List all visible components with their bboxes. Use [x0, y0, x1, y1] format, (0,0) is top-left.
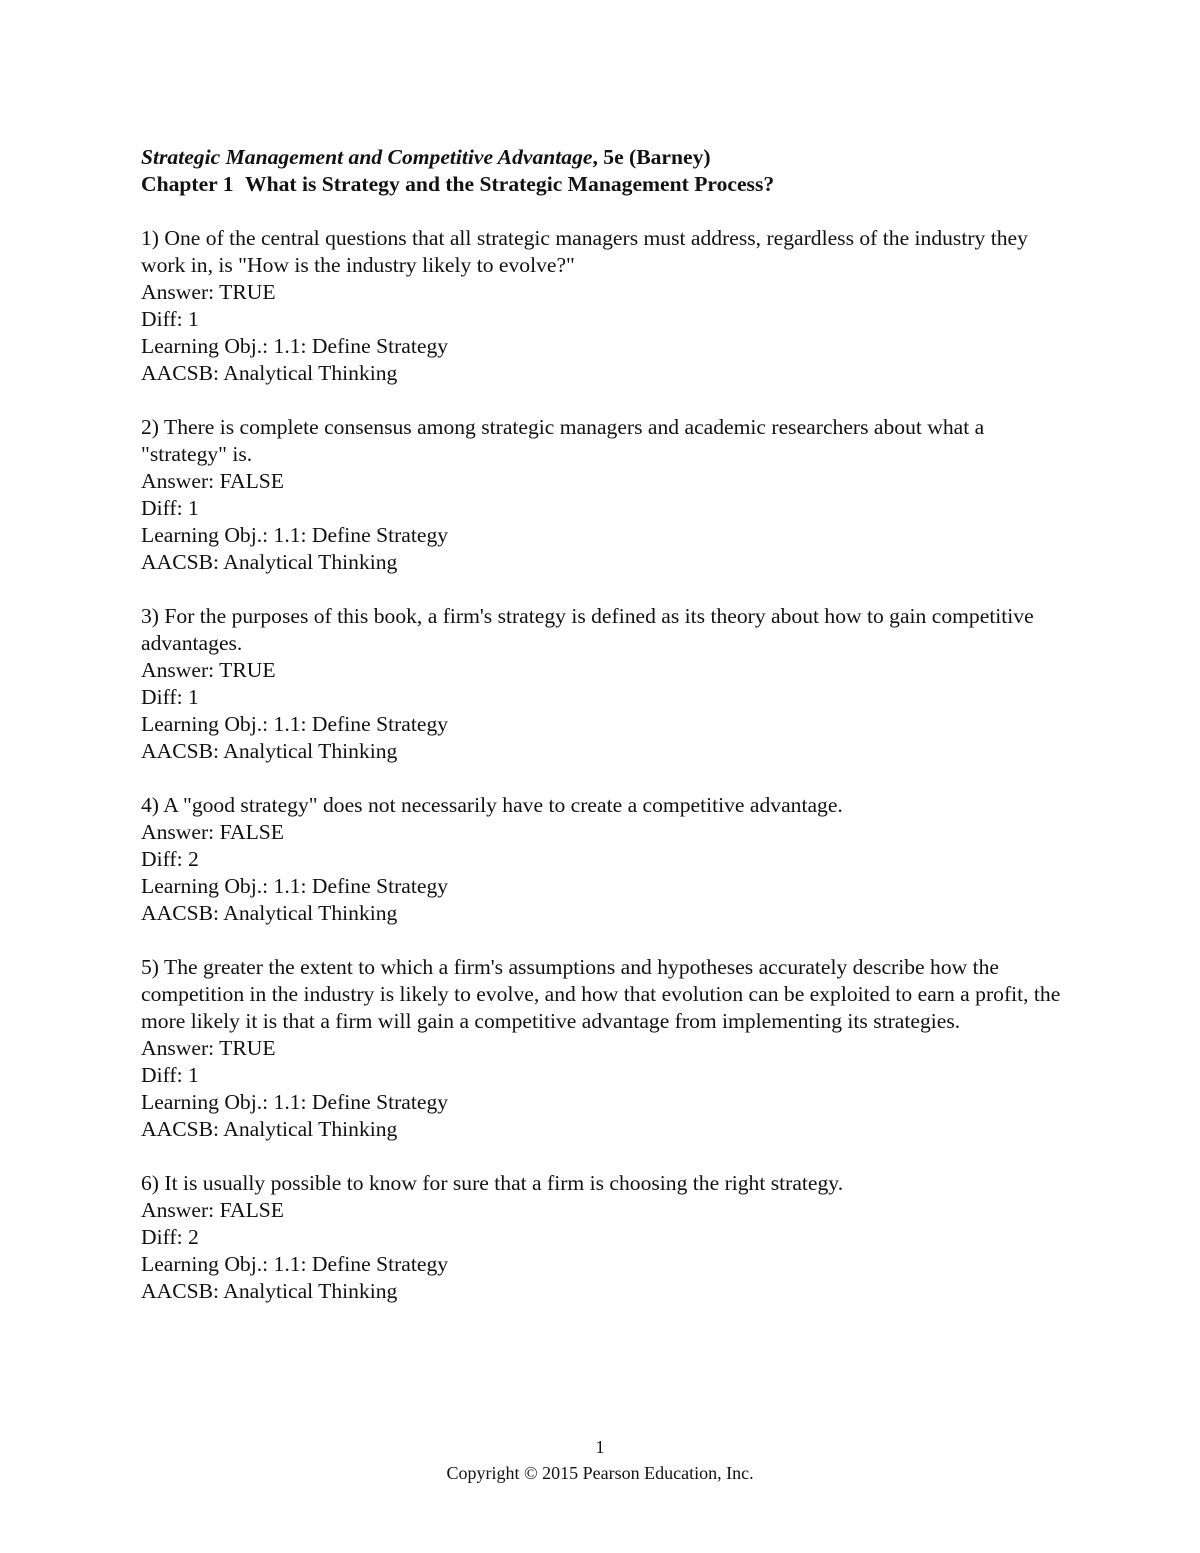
answer-label: Answer: [141, 820, 220, 844]
question-body: A "good strategy" does not necessarily have to create a competitive advantage. [163, 793, 843, 817]
answer-line [141, 468, 1061, 495]
aacsb-label: AACSB: [141, 361, 224, 385]
question-number: 6) [141, 1171, 159, 1195]
aacsb-line [141, 1278, 1061, 1305]
learning-obj-value: 1.1: Define Strategy [273, 1252, 449, 1276]
question-number: 4) [141, 793, 159, 817]
diff-value: 1 [187, 307, 199, 331]
diff-label: Diff: [141, 847, 188, 871]
question-item [141, 225, 1061, 387]
question-item [141, 603, 1061, 765]
diff-line [141, 306, 1061, 333]
page-number: 1 [595, 1437, 605, 1457]
answer-value: FALSE [219, 1198, 284, 1222]
question-text [141, 792, 1061, 819]
learning-obj-line [141, 1251, 1061, 1278]
question-text [141, 954, 1061, 1035]
diff-line [141, 684, 1061, 711]
answer-line [141, 657, 1061, 684]
aacsb-value: Analytical Thinking [223, 550, 398, 574]
aacsb-label: AACSB: [141, 1117, 224, 1141]
learning-obj-value: 1.1: Define Strategy [273, 523, 449, 547]
aacsb-value: Analytical Thinking [223, 1279, 398, 1303]
diff-value: 1 [187, 1063, 199, 1087]
page-content [141, 144, 1061, 1332]
book-title: Strategic Management and Competitive Advantage [141, 145, 593, 169]
answer-label: Answer: [141, 1036, 220, 1060]
aacsb-label: AACSB: [141, 1279, 224, 1303]
question-number: 3) [141, 604, 159, 628]
book-title-line [141, 144, 1061, 171]
copyright-notice: Copyright © 2015 Pearson Education, Inc. [446, 1463, 754, 1483]
diff-line [141, 846, 1061, 873]
answer-line [141, 1035, 1061, 1062]
question-body: The greater the extent to which a firm's assumptions and hypotheses accurately describe how the competition in the industry is likely to evolve, and how that evolution can be exploited to earn a profit, the more likely it is that a firm will gain a competitive advantage from implementing its strategies. [141, 955, 1061, 1033]
diff-line [141, 495, 1061, 522]
diff-label: Diff: [141, 685, 188, 709]
diff-value: 1 [187, 496, 199, 520]
learning-obj-value: 1.1: Define Strategy [273, 712, 449, 736]
learning-obj-line [141, 1089, 1061, 1116]
learning-obj-line [141, 333, 1061, 360]
question-body: It is usually possible to know for sure that a firm is choosing the right strategy. [164, 1171, 844, 1195]
aacsb-value: Analytical Thinking [223, 739, 398, 763]
aacsb-label: AACSB: [141, 550, 224, 574]
question-text [141, 414, 1061, 468]
diff-label: Diff: [141, 307, 188, 331]
answer-value: FALSE [219, 469, 284, 493]
learning-obj-label: Learning Obj.: [141, 1252, 274, 1276]
learning-obj-label: Learning Obj.: [141, 523, 274, 547]
question-body: There is complete consensus among strategic managers and academic researchers about what a "strategy" is. [141, 415, 985, 466]
diff-label: Diff: [141, 1063, 188, 1087]
book-edition: , 5e (Barney) [592, 145, 711, 169]
question-item [141, 792, 1061, 927]
question-text [141, 603, 1061, 657]
question-text [141, 1170, 1061, 1197]
question-number: 5) [141, 955, 159, 979]
question-item [141, 954, 1061, 1143]
diff-line [141, 1224, 1061, 1251]
learning-obj-value: 1.1: Define Strategy [273, 334, 449, 358]
learning-obj-label: Learning Obj.: [141, 334, 274, 358]
diff-value: 1 [187, 685, 199, 709]
diff-value: 2 [187, 1225, 199, 1249]
learning-obj-value: 1.1: Define Strategy [273, 874, 449, 898]
answer-line [141, 819, 1061, 846]
diff-label: Diff: [141, 1225, 188, 1249]
answer-line [141, 279, 1061, 306]
answer-line [141, 1197, 1061, 1224]
question-item [141, 414, 1061, 576]
chapter-label: Chapter 1 [141, 172, 234, 196]
question-number: 1) [141, 226, 159, 250]
aacsb-line [141, 1116, 1061, 1143]
question-body: For the purposes of this book, a firm's strategy is defined as its theory about how to gain competitive advantages. [141, 604, 1034, 655]
question-body: One of the central questions that all strategic managers must address, regardless of the industry they work in, is "How is the industry likely to evolve?" [141, 226, 1028, 277]
question-text [141, 225, 1061, 279]
aacsb-line [141, 900, 1061, 927]
aacsb-value: Analytical Thinking [223, 1117, 398, 1141]
question-item [141, 1170, 1061, 1305]
aacsb-value: Analytical Thinking [223, 361, 398, 385]
question-number: 2) [141, 415, 159, 439]
answer-value: TRUE [219, 658, 276, 682]
question-list [141, 225, 1061, 1305]
aacsb-value: Analytical Thinking [223, 901, 398, 925]
aacsb-line [141, 549, 1061, 576]
learning-obj-value: 1.1: Define Strategy [273, 1090, 449, 1114]
diff-line [141, 1062, 1061, 1089]
answer-value: TRUE [219, 1036, 276, 1060]
answer-value: TRUE [219, 280, 276, 304]
answer-label: Answer: [141, 280, 220, 304]
learning-obj-line [141, 522, 1061, 549]
answer-value: FALSE [219, 820, 284, 844]
diff-label: Diff: [141, 496, 188, 520]
learning-obj-label: Learning Obj.: [141, 712, 274, 736]
answer-label: Answer: [141, 1198, 220, 1222]
aacsb-label: AACSB: [141, 739, 224, 763]
answer-label: Answer: [141, 469, 220, 493]
diff-value: 2 [187, 847, 199, 871]
aacsb-line [141, 360, 1061, 387]
aacsb-line [141, 738, 1061, 765]
chapter-title: What is Strategy and the Strategic Management Process? [245, 172, 775, 196]
learning-obj-label: Learning Obj.: [141, 1090, 274, 1114]
learning-obj-line [141, 711, 1061, 738]
aacsb-label: AACSB: [141, 901, 224, 925]
learning-obj-line [141, 873, 1061, 900]
answer-label: Answer: [141, 658, 220, 682]
chapter-heading [141, 171, 1061, 198]
learning-obj-label: Learning Obj.: [141, 874, 274, 898]
